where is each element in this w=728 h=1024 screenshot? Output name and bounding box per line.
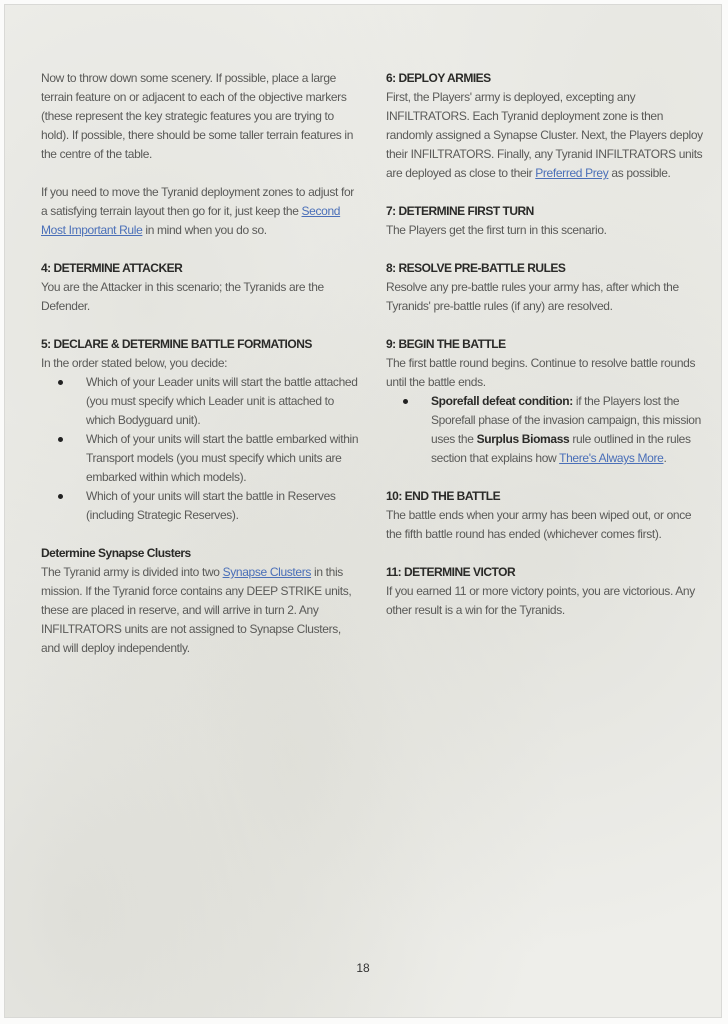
- synapse-text-end: in this mission. If the Tyranid force contains any DEEP STRIKE units, these are placed in reserve, and will arrive in turn 2. Any INFILTRATORS units are not assigned to Synapse Clusters, and will deploy independently.: [41, 565, 352, 655]
- list-item: Which of your units will start the battle in Reserves (including Strategic Reserves).: [86, 487, 359, 525]
- theres-always-more-link[interactable]: There's Always More: [559, 451, 664, 465]
- section-9-heading: 9: BEGIN THE BATTLE: [386, 337, 506, 351]
- section-10-body: The battle ends when your army has been wiped out, or once the fifth battle round has ended (whichever comes first).: [386, 508, 692, 541]
- list-item: [431, 392, 708, 468]
- right-column: [386, 69, 708, 639]
- page-number: 18: [356, 961, 370, 975]
- sporefall-text-2: rule outlined in the rules section that explains how: [431, 432, 691, 465]
- section-6-text-end: as possible.: [608, 166, 671, 180]
- section-8-heading: 8: RESOLVE PRE-BATTLE RULES: [386, 261, 566, 275]
- sporefall-text-end: .: [663, 451, 667, 465]
- intro-p2-text: If you need to move the Tyranid deployment zones to adjust for a satisfying terrain layout then go for it, just keep the: [41, 185, 354, 218]
- section-6-heading: 6: DEPLOY ARMIES: [386, 71, 491, 85]
- section-10-heading: 10: END THE BATTLE: [386, 489, 501, 503]
- sporefall-label: Sporefall defeat condition:: [431, 394, 573, 408]
- section-4-heading: 4: DETERMINE ATTACKER: [41, 261, 183, 275]
- sporefall-list: [386, 392, 708, 468]
- list-item: Which of your Leader units will start the battle attached (you must specify which Leader unit is attached to which Bodyguard unit).: [86, 373, 359, 430]
- synapse-text: The Tyranid army is divided into two: [41, 565, 223, 579]
- synapse-clusters-body: [41, 563, 359, 658]
- section-5-heading: 5: DECLARE & DETERMINE BATTLE FORMATIONS: [41, 337, 312, 351]
- intro-paragraph-1: Now to throw down some scenery. If possible, place a large terrain feature on or adjacent to each of the objective markers (these represent the key strategic features you are trying to hold). If possible, there should be some taller terrain features in the centre of the table.: [41, 71, 354, 161]
- battle-formations-list: [41, 373, 359, 525]
- section-6-text: First, the Players' army is deployed, excepting any INFILTRATORS. Each Tyranid deployment zone is then randomly assigned a Synapse Cluster. Next, the Players deploy their INFILTRATORS. Finally, any Tyranid INFILTRATORS units are deployed as close to their: [386, 90, 703, 180]
- section-8-body: Resolve any pre-battle rules your army has, after which the Tyranids' pre-battle rules (if any) are resolved.: [386, 280, 679, 313]
- section-7-body: The Players get the first turn in this scenario.: [386, 223, 607, 237]
- second-most-important-rule-link[interactable]: Second Most Important Rule: [41, 204, 341, 237]
- section-6-body: [386, 88, 708, 183]
- intro-p2-text-end: in mind when you do so.: [142, 223, 267, 237]
- section-5-intro: In the order stated below, you decide:: [41, 356, 228, 370]
- document-page: [4, 4, 722, 1018]
- preferred-prey-link[interactable]: Preferred Prey: [535, 166, 609, 180]
- section-11-body: If you earned 11 or more victory points, you are victorious. Any other result is a win for the Tyranids.: [386, 584, 695, 617]
- surplus-biomass-label: Surplus Biomass: [476, 432, 570, 446]
- section-7-heading: 7: DETERMINE FIRST TURN: [386, 204, 534, 218]
- intro-paragraph-2: [41, 183, 359, 240]
- section-11-heading: 11: DETERMINE VICTOR: [386, 565, 516, 579]
- list-item: Which of your units will start the battle embarked within Transport models (you must specify which units are embarked within which models).: [86, 430, 359, 487]
- synapse-clusters-link[interactable]: Synapse Clusters: [222, 565, 312, 579]
- sporefall-text: if the Players lost the Sporefall phase of the invasion campaign, this mission uses the: [431, 394, 701, 446]
- synapse-clusters-heading: Determine Synapse Clusters: [41, 546, 191, 560]
- section-4-body: You are the Attacker in this scenario; the Tyranids are the Defender.: [41, 280, 324, 313]
- left-column: [41, 69, 359, 677]
- section-9-body: The first battle round begins. Continue to resolve battle rounds until the battle ends.: [386, 356, 696, 389]
